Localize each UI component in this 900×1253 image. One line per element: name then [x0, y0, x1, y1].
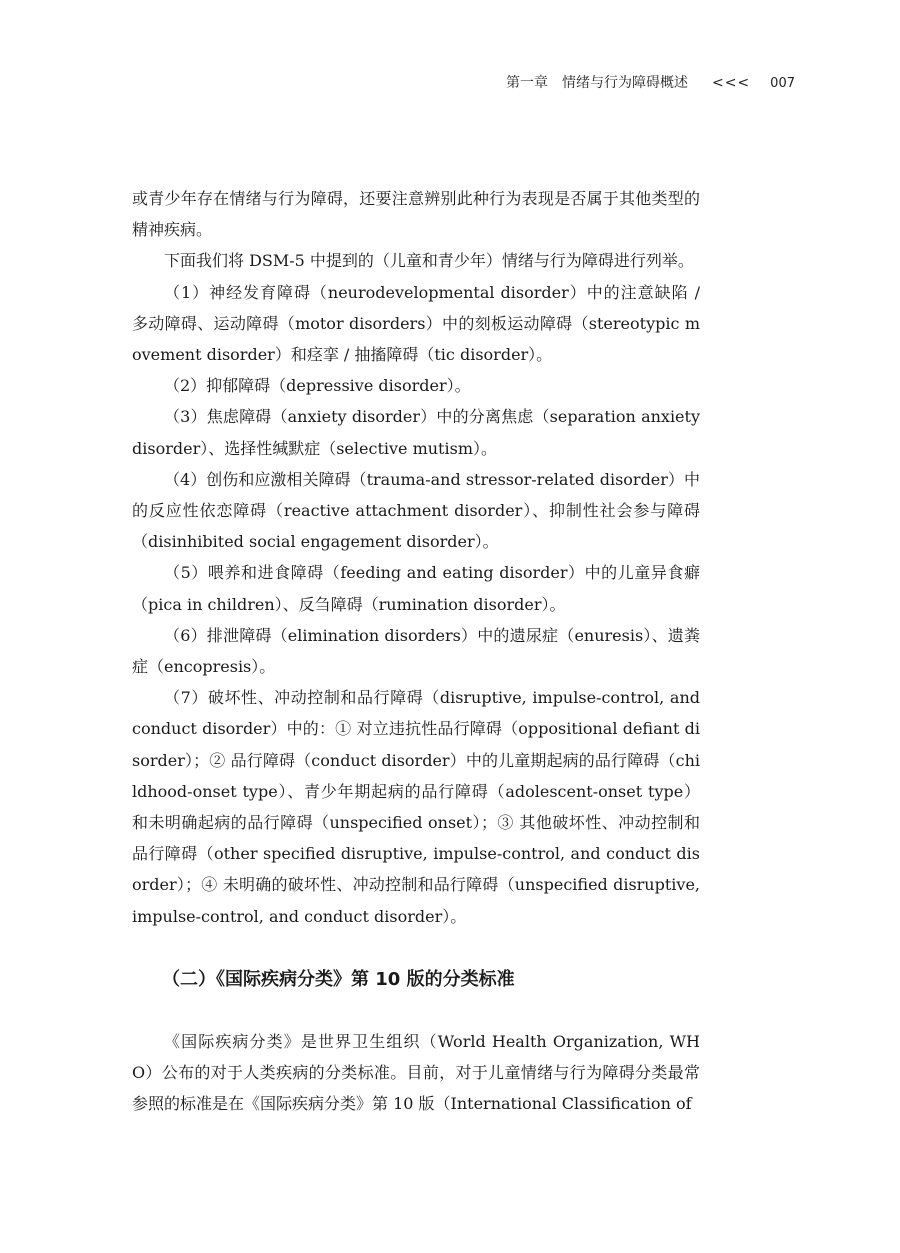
list-item-2: （2）抑郁障碍（depressive disorder）。 [164, 376, 471, 396]
paragraph-icd: 《国际疾病分类》是世界卫生组织（World Health Organization, WHO）公布的对于人类疾病的分类标准。目前，对于儿童情绪与行为障碍分类最常参照的标准是在《国际疾病分类》第 10 版（International Classification of [132, 1031, 700, 1114]
section-heading: （二）《国际疾病分类》第 10 版的分类标准 [162, 968, 515, 990]
paragraph-continuation: 或青少年存在情绪与行为障碍，还要注意辨别此种行为表现是否属于其他类型的精神疾病。 [132, 189, 700, 240]
list-item-3: （3）焦虑障碍（anxiety disorder）中的分离焦虑（separation anxiety disorder）、选择性缄默症（selective mutism）。 [132, 407, 700, 458]
list-item-5: （5）喂养和进食障碍（feeding and eating disorder）中的儿童异食癖（pica in children）、反刍障碍（rumination disorder）。 [132, 563, 700, 614]
running-header [506, 72, 795, 92]
main-text [132, 183, 700, 1119]
paragraph-intro: 下面我们将 DSM-5 中提到的（儿童和青少年）情绪与行为障碍进行列举。 [164, 251, 694, 271]
page-number: 007 [770, 76, 795, 91]
list-item-6: （6）排泄障碍（elimination disorders）中的遗尿症（enuresis）、遗粪症（encopresis）。 [132, 625, 700, 677]
list-item-7: （7）破坏性、冲动控制和品行障碍（disruptive, impulse-control, and conduct disorder）中的：① 对立违抗性品行障碍（oppositional defiant disorder）；② 品行障碍（conduct disorder）中的儿童期起病的品行障碍（childhood-onset type）、青少年期起病的品行障碍（adolescent-onset type）和未明确起病的品行障碍（unspecified onset）；③ 其他破坏性、冲动控制和品行障碍（other specified disruptive, impulse-control, and conduct disorder）；④ 未明确的破坏性、冲动控制和品行障碍（unspecified disruptive, impulse-control, and conduct disorder）。 [132, 688, 700, 926]
list-item-4: （4）创伤和应激相关障碍（trauma-and stressor-related disorder）中的反应性依恋障碍（reactive attachment disorder）、抑制性社会参与障碍（disinhibited social engagement disorder）。 [132, 469, 700, 552]
list-item-1: （1）神经发育障碍（neurodevelopmental disorder）中的注意缺陷 / 多动障碍、运动障碍（motor disorders）中的刻板运动障碍（stereotypic movement disorder）和痉挛 / 抽搐障碍（tic disorder）。 [132, 282, 700, 365]
chapter-title: 第一章 情绪与行为障碍概述 [505, 75, 688, 91]
chevrons-icon: <<< [711, 75, 751, 91]
